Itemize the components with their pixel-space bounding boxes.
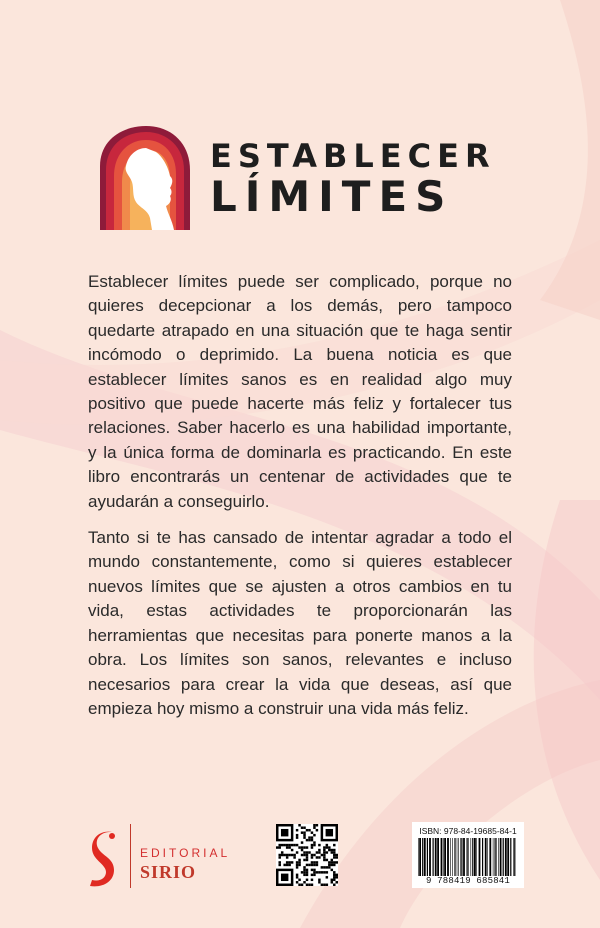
title-line-2: LÍMITES: [210, 172, 454, 221]
title-line-1: ESTABLECER: [210, 137, 496, 175]
sirio-swan-logo-icon: [88, 830, 118, 888]
isbn-label: ISBN: 978-84-19685-84-1: [419, 826, 517, 836]
isbn-digits: 9 788419 685841: [425, 876, 510, 886]
blurb-paragraph-1: Establecer límites puede ser complicado, porque no quieres decepcionar a los demás, pero tampoco quedarte atrapado en una situación que te haga sentir incómodo o deprimido. La buena noticia es que establecer límites sanos es en realidad algo muy positivo que puede hacerte más feliz y fortalecer tus relaciones. Saber hacerlo es una habilidad importante, y la única forma de dominarla es practicando. En este libro encontrarás un centenar de actividades que te ayudarán a conseguirlo.: [88, 272, 512, 511]
publisher-line-1: EDITORIAL: [140, 846, 231, 860]
isbn-barcode: [412, 822, 524, 888]
publisher-line-2: SIRIO: [140, 862, 197, 882]
blurb-paragraph-2: Tanto si te has cansado de intentar agradar a todo el mundo constantemente, como si quieres establecer nuevos límites que se ajusten a otros cambios en tu vida, estas actividades te proporcionarán las herramientas que necesitas para ponerte manos a la obra. Los límites son sanos, relevantes e incluso necesarios para crear la vida que deseas, así que empieza hoy mismo a construir una vida más feliz.: [88, 528, 512, 718]
book-title: [210, 137, 496, 221]
qr-code: [276, 824, 338, 886]
back-cover-blurb: [88, 270, 512, 733]
publisher-divider: [130, 824, 131, 888]
barcode-bars: [418, 838, 518, 876]
woman-profile-logo-icon: [96, 126, 192, 230]
publisher-logo: [88, 824, 258, 888]
